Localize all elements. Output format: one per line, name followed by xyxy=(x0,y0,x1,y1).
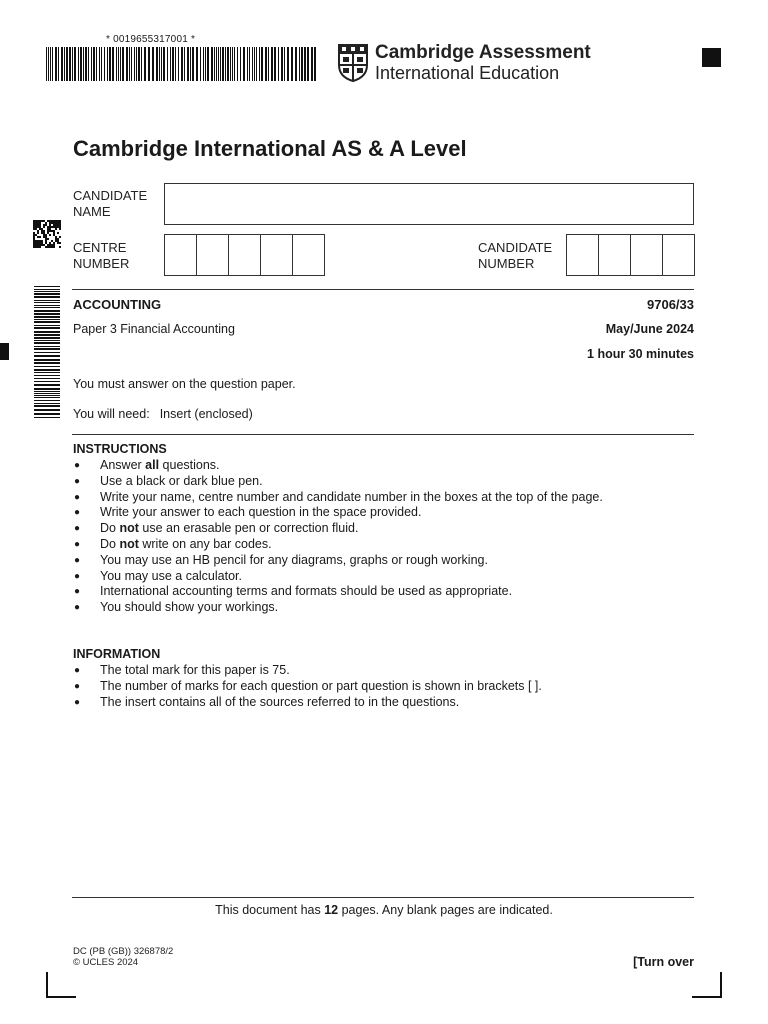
instruction-item: ● Use a black or dark blue pen. xyxy=(73,474,603,490)
crop-mark-right xyxy=(692,972,722,998)
candidate-number-cell[interactable] xyxy=(631,235,663,275)
candidate-name-label-line2: NAME xyxy=(73,204,111,219)
page-title: Cambridge International AS & A Level xyxy=(73,136,467,161)
centre-number-cell[interactable] xyxy=(165,235,197,275)
logo-line-1: Cambridge Assessment xyxy=(375,42,591,63)
candidate-number-cell[interactable] xyxy=(663,235,694,275)
paper-code: 9706/33 xyxy=(647,297,694,312)
page-count-note: This document has 12 pages. Any blank pages are indicated. xyxy=(215,903,553,917)
logo-line-2: International Education xyxy=(375,63,560,83)
instruction-item: ● Do not use an erasable pen or correction fluid. xyxy=(73,521,603,537)
candidate-number-cell[interactable] xyxy=(599,235,631,275)
instructions-list xyxy=(73,458,603,616)
instructions-heading: INSTRUCTIONS xyxy=(73,442,167,456)
candidate-number-label xyxy=(478,240,552,272)
instruction-item: ● You should show your workings. xyxy=(73,600,603,616)
information-item: ● The insert contains all of the sources referred to in the questions. xyxy=(73,695,542,711)
instruction-item: ● Do not write on any bar codes. xyxy=(73,537,603,553)
candidate-name-box[interactable] xyxy=(164,183,694,225)
candidate-number-label-line2: NUMBER xyxy=(478,256,535,271)
side-barcode xyxy=(34,286,60,422)
information-item: ● The total mark for this paper is 75. xyxy=(73,663,542,679)
candidate-number-label-line1: CANDIDATE xyxy=(478,240,553,255)
instruction-item: ● You may use a calculator. xyxy=(73,569,603,585)
cambridge-logo xyxy=(337,43,591,83)
need-label: You will need: xyxy=(73,407,150,421)
divider-mid xyxy=(72,434,694,435)
code-line: DC (PB (GB)) 326878/2 xyxy=(73,946,174,957)
divider-footer xyxy=(72,897,694,898)
divider-top xyxy=(72,289,694,290)
information-heading: INFORMATION xyxy=(73,647,161,661)
instruction-item: ● Write your answer to each question in the space provided. xyxy=(73,505,603,521)
centre-number-cell[interactable] xyxy=(229,235,261,275)
crop-mark-left xyxy=(46,972,76,998)
centre-number-boxes[interactable] xyxy=(164,234,325,276)
you-will-need xyxy=(73,407,253,421)
instruction-item: ● Answer all questions. xyxy=(73,458,603,474)
candidate-number-cell[interactable] xyxy=(567,235,599,275)
centre-number-cell[interactable] xyxy=(293,235,324,275)
need-value: Insert (enclosed) xyxy=(159,407,253,421)
copyright: © UCLES 2024 xyxy=(73,957,139,968)
information-list xyxy=(73,663,542,710)
exam-duration: 1 hour 30 minutes xyxy=(587,347,694,361)
cambridge-shield-icon xyxy=(337,43,369,83)
barcode xyxy=(46,47,320,81)
subject: ACCOUNTING xyxy=(73,297,162,312)
centre-number-label-line2: NUMBER xyxy=(73,256,130,271)
centre-number-label-line1: CENTRE xyxy=(73,240,127,255)
side-registration-mark xyxy=(0,343,9,360)
exam-session: May/June 2024 xyxy=(605,322,694,336)
centre-number-cell[interactable] xyxy=(261,235,293,275)
information-item: ● The number of marks for each question or part question is shown in brackets [ ]. xyxy=(73,679,542,695)
centre-number-label xyxy=(73,240,129,272)
instruction-item: ● International accounting terms and formats should be used as appropriate. xyxy=(73,584,603,600)
turn-over: [Turn over xyxy=(633,955,694,969)
candidate-number-boxes[interactable] xyxy=(566,234,695,276)
candidate-name-label-line1: CANDIDATE xyxy=(73,188,148,203)
instruction-item: ● Write your name, centre number and candidate number in the boxes at the top of the page. xyxy=(73,490,603,506)
answer-note: You must answer on the question paper. xyxy=(73,377,296,391)
document-code xyxy=(73,946,173,968)
candidate-name-label xyxy=(73,188,147,220)
instruction-item: ● You may use an HB pencil for any diagrams, graphs or rough working. xyxy=(73,553,603,569)
paper-title: Paper 3 Financial Accounting xyxy=(73,322,235,336)
registration-mark xyxy=(702,48,721,67)
centre-number-cell[interactable] xyxy=(197,235,229,275)
barcode-number: * 0019655317001 * xyxy=(106,34,196,45)
side-qr-code xyxy=(33,220,61,248)
